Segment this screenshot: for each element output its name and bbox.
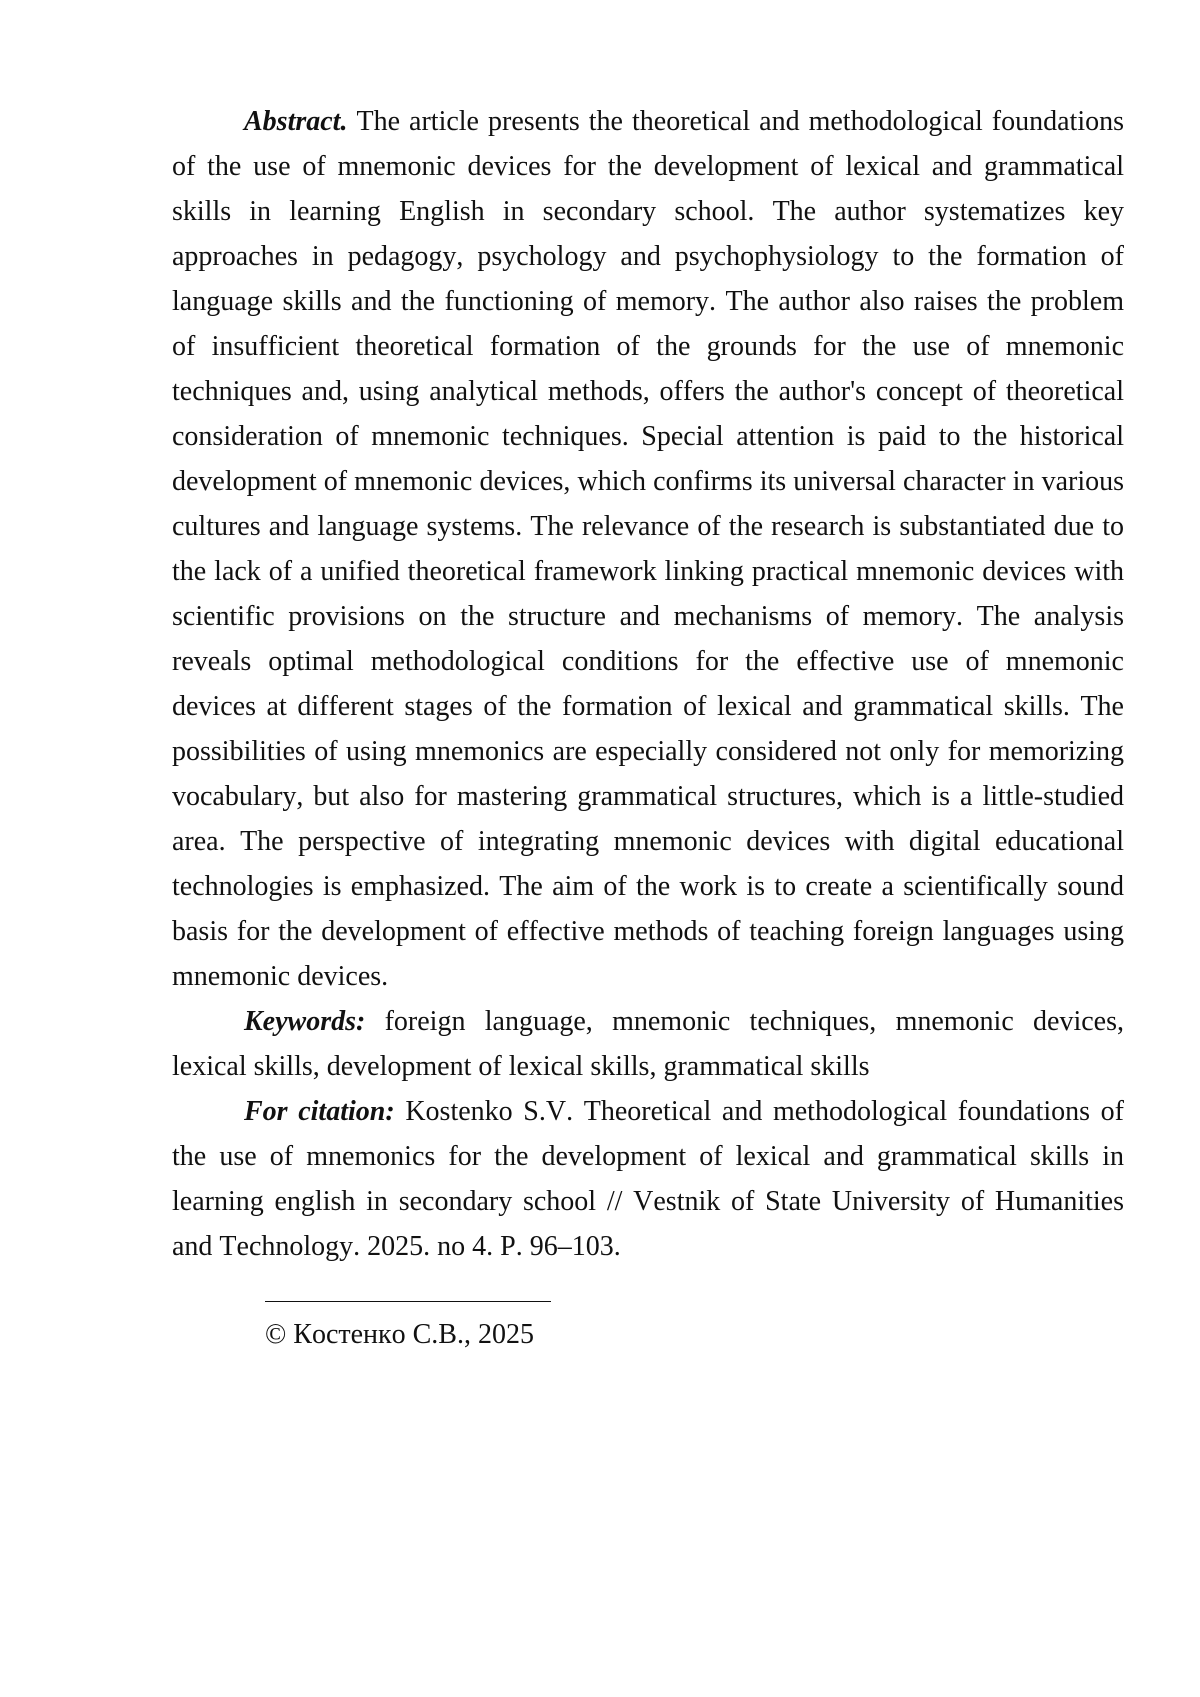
- abstract-label: Abstract.: [244, 106, 348, 137]
- keywords-text: foreign language, mnemonic techniques, mnemonic devices, lexical skills, development of lexical skills, grammatical skills: [172, 1006, 1124, 1082]
- copyright-footnote: © Костенко С.В., 2025: [265, 1319, 534, 1350]
- citation-label: For citation:: [244, 1096, 395, 1127]
- footnote-separator: [265, 1301, 551, 1302]
- article-front-matter: [172, 99, 1124, 1269]
- keywords-label: Keywords:: [244, 1006, 366, 1037]
- citation-text: Kostenko S.V. Theoretical and methodological foundations of the use of mnemonics for the development of lexical and grammatical skills in learning english in secondary school // Vestnik of State University of Humanities and Technology. 2025. no 4. P. 96–103.: [172, 1096, 1124, 1262]
- abstract-paragraph: [172, 99, 1124, 999]
- keywords-paragraph: [172, 999, 1124, 1089]
- abstract-text: The article presents the theoretical and methodological foundations of the use of mnemonic devices for the development of lexical and grammatical skills in learning English in secondary school. The author systematizes key approaches in pedagogy, psychology and psychophysiology to the formation of language skills and the functioning of memory. The author also raises the problem of insufficient theoretical formation of the grounds for the use of mnemonic techniques and, using analytical methods, offers the author's concept of theoretical consideration of mnemonic techniques. Special attention is paid to the historical development of mnemonic devices, which confirms its universal character in various cultures and language systems. The relevance of the research is substantiated due to the lack of a unified theoretical framework linking practical mnemonic devices with scientific provisions on the structure and mechanisms of memory. The analysis reveals optimal methodological conditions for the effective use of mnemonic devices at different stages of the formation of lexical and grammatical skills. The possibilities of using mnemonics are especially considered not only for memorizing vocabulary, but also for mastering grammatical structures, which is a little-studied area. The perspective of integrating mnemonic devices with digital educational technologies is emphasized. The aim of the work is to create a scientifically sound basis for the development of effective methods of teaching foreign languages using mnemonic devices.: [172, 106, 1124, 992]
- citation-paragraph: [172, 1089, 1124, 1269]
